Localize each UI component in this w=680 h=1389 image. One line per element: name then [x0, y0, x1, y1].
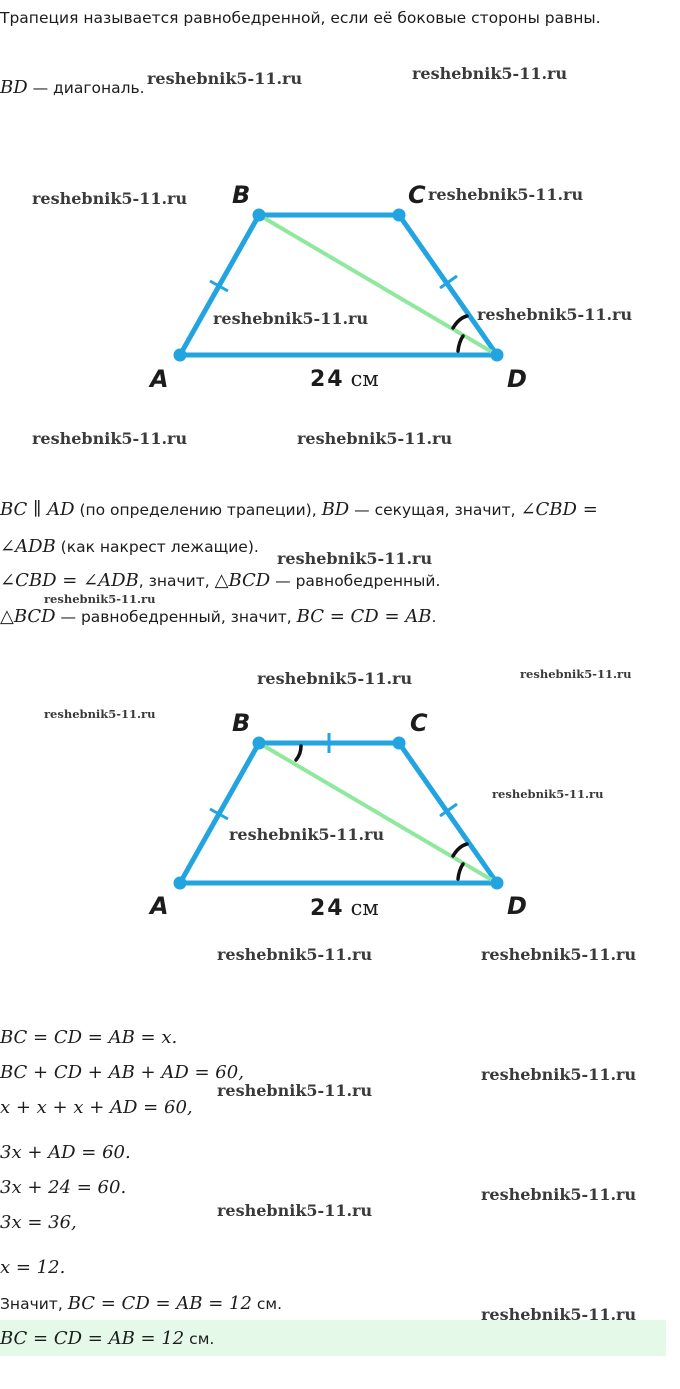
angle-mark-b	[296, 746, 301, 760]
diagonal-bd	[259, 743, 497, 883]
label-b: B	[232, 709, 251, 737]
watermark: reshebnik5-11.ru	[477, 305, 633, 324]
watermark: reshebnik5-11.ru	[481, 1305, 637, 1324]
watermark: reshebnik5-11.ru	[229, 825, 385, 844]
math-bd: BD	[321, 499, 350, 520]
reason-line-1	[0, 498, 598, 522]
math-result: BC = CD = AB = 12	[67, 1293, 252, 1314]
answer-line	[0, 1327, 214, 1351]
math-bc-parallel-ad: BC ∥ AD	[0, 499, 75, 520]
watermark: reshebnik5-11.ru	[481, 1065, 637, 1084]
label-c: C	[408, 181, 426, 209]
watermark: reshebnik5-11.ru	[217, 945, 373, 964]
reason-text: (по определению трапеции),	[74, 501, 322, 519]
watermark: reshebnik5-11.ru	[481, 1185, 637, 1204]
equation-6: 3x = 36,	[0, 1212, 77, 1233]
watermark: reshebnik5-11.ru	[297, 429, 453, 448]
watermark: reshebnik5-11.ru	[428, 185, 584, 204]
side-cd	[399, 743, 497, 883]
watermark: reshebnik5-11.ru	[44, 592, 156, 606]
watermark: reshebnik5-11.ru	[492, 787, 604, 801]
angle-mark-d-lower	[458, 336, 463, 351]
ad-value: 24 см	[310, 367, 379, 392]
reason-line-2	[0, 535, 259, 559]
reason-line-4	[0, 605, 436, 629]
label-a: A	[150, 365, 169, 393]
reason-text: — равнобедренный.	[270, 572, 441, 590]
math-sides-equal: BC = CD = AB	[296, 606, 432, 627]
label-d: D	[507, 892, 527, 920]
angle-mark-d-upper	[453, 844, 467, 856]
label-c: C	[410, 709, 428, 737]
point-a	[174, 349, 187, 362]
watermark: reshebnik5-11.ru	[32, 189, 188, 208]
point-d	[491, 877, 504, 890]
intro-text: Трапеция называется равнобедренной, если её боковые стороны равны.	[0, 9, 601, 27]
conclusion-unit: см.	[251, 1295, 283, 1313]
equation-4: 3x + AD = 60.	[0, 1142, 131, 1163]
watermark: reshebnik5-11.ru	[412, 64, 568, 83]
watermark: reshebnik5-11.ru	[277, 549, 433, 568]
watermark: reshebnik5-11.ru	[32, 429, 188, 448]
reason-text: , значит,	[138, 572, 215, 590]
diagonal-text: — диагональ.	[27, 79, 145, 97]
conclusion-line	[0, 1292, 282, 1316]
watermark: reshebnik5-11.ru	[213, 309, 369, 328]
label-d: D	[507, 365, 527, 393]
watermark: reshebnik5-11.ru	[44, 707, 156, 721]
reason-text: (как накрест лежащие).	[55, 538, 259, 556]
equation-2: BC + CD + AB + AD = 60,	[0, 1062, 244, 1083]
reason-text: — равнобедренный, значит,	[55, 608, 297, 626]
point-c	[393, 737, 406, 750]
point-b	[253, 209, 266, 222]
equation-7: x = 12.	[0, 1257, 66, 1278]
reason-text: .	[431, 608, 437, 626]
label-b: B	[232, 181, 251, 209]
trapezoid-figure-2	[0, 695, 680, 935]
watermark: reshebnik5-11.ru	[257, 669, 413, 688]
diagonal-bd	[259, 215, 497, 355]
answer-unit: см.	[184, 1330, 215, 1348]
angle-mark-d-lower	[458, 864, 463, 879]
math-angle-adb: ∠ADB	[0, 536, 56, 557]
watermark: reshebnik5-11.ru	[217, 1081, 373, 1100]
side-cd	[399, 215, 497, 355]
diagonal-line	[0, 76, 145, 100]
math-angle-cbd: ∠CBD =	[520, 499, 598, 520]
watermark: reshebnik5-11.ru	[481, 945, 637, 964]
point-b	[253, 737, 266, 750]
reason-line-3	[0, 569, 440, 593]
conclusion-text: Значит,	[0, 1295, 68, 1313]
watermark: reshebnik5-11.ru	[520, 667, 632, 681]
math-triangle-bcd: △BCD	[0, 606, 56, 627]
point-d	[491, 349, 504, 362]
ad-value: 24 см	[310, 896, 379, 921]
math-bd: BD	[0, 77, 28, 98]
watermark: reshebnik5-11.ru	[147, 69, 303, 88]
equation-1: BC = CD = AB = x.	[0, 1027, 178, 1048]
math-answer: BC = CD = AB = 12	[0, 1328, 185, 1349]
reason-text: — секущая, значит,	[349, 501, 521, 519]
math-angles-equal: ∠CBD = ∠ADB	[0, 570, 139, 591]
equation-5: 3x + 24 = 60.	[0, 1177, 127, 1198]
equation-3: x + x + x + AD = 60,	[0, 1097, 193, 1118]
point-a	[174, 877, 187, 890]
label-a: A	[150, 892, 169, 920]
point-c	[393, 209, 406, 222]
math-triangle-bcd: △BCD	[214, 570, 271, 591]
watermark: reshebnik5-11.ru	[217, 1201, 373, 1220]
angle-mark-d-upper	[453, 316, 467, 328]
